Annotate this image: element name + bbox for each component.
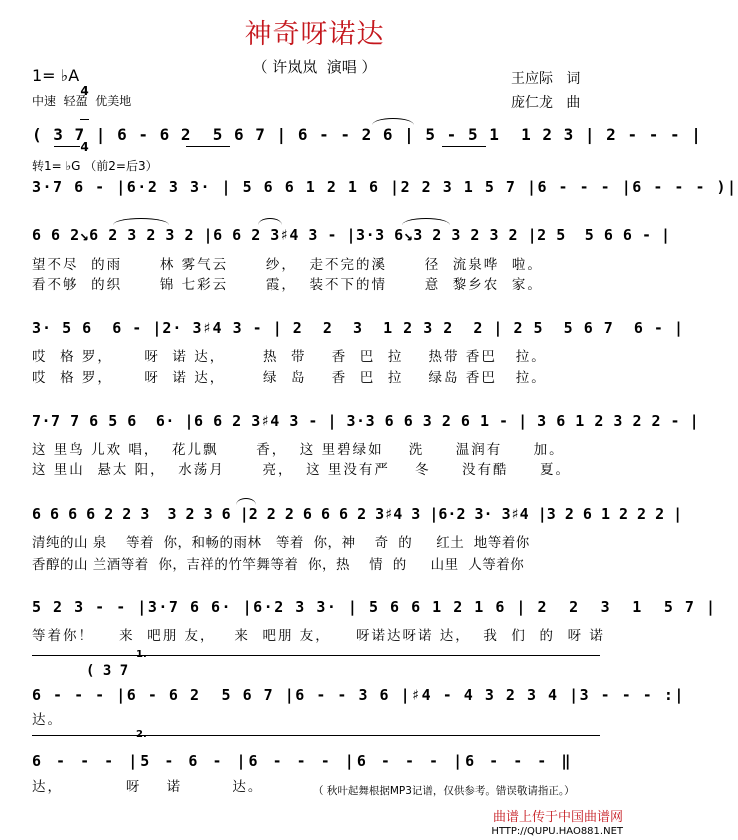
second-ending-bracket	[32, 735, 600, 737]
lyrics-row-4-verse-2: 这 里山 悬太 阳， 水荡月 亮， 这 里没有严 冬 没有酷 夏。	[32, 462, 571, 478]
lyrics-row-3-verse-1: 哎 格 罗， 呀 诺 达， 热 带 香 巴 拉 热带 香巴 拉。	[32, 349, 547, 365]
score-row-6: 5 2 3 - - |3·7 6 6· |6·2 3 3· | 5 6 6 1 2 1 6 | 2 2 3 1 5 7 |	[32, 598, 717, 616]
lyrics-row-5-verse-2: 香醇的山 兰酒等着 你，吉祥的竹竿舞等着 你，热 情 的 山里 人等着你	[32, 557, 525, 573]
first-ending-number: 1.	[136, 649, 147, 660]
site-url[interactable]: HTTP://QUPU.HAO881.NET	[491, 826, 623, 837]
slur-mark	[402, 218, 450, 225]
slur-mark	[258, 218, 282, 225]
beam-line	[186, 146, 230, 147]
intro-notes: ( 3 7 | 6 - 6 2 5 6 7 | 6 - - 2 6 | 5 - 5 1 1 2 3 | 2 - - - |	[32, 125, 702, 144]
score-row-1: 3·7 6 - |6·2 3 3· | 5 6 6 1 2 1 6 |2 2 3 1 5 7 |6 - - - |6 - - - )|	[32, 178, 738, 196]
lyrics-row-2-verse-1: 望不尽 的雨 林 雾气云 纱， 走不完的溪 径 流泉哗 啦。	[32, 257, 543, 273]
second-ending-number: 2.	[136, 729, 147, 740]
second-ending-lyric: 达， 呀 诺 达。	[32, 779, 264, 795]
lyrics-row-6: 等着你！ 来 吧朋 友， 来 吧朋 友， 呀诺达呀诺 达， 我 们 的 呀 诺	[32, 628, 605, 644]
lyrics-row-5-verse-1: 清纯的山 泉 等着 你，和畅的雨林 等着 你，神 奇 的 红土 地等着你	[32, 535, 530, 551]
slur-mark	[372, 118, 414, 125]
first-ending-notes: 6 - - - |6 - 6 2 5 6 7 |6 - - 3 6 |♯4 - 4 3 2 3 4 |3 - - - :|	[32, 686, 685, 704]
lyricist-credit: 王应际 词	[511, 71, 581, 87]
beam-line	[54, 146, 80, 147]
first-ending-bracket	[32, 655, 600, 657]
modulation-marking: 转1= ♭G （前2=后3）	[32, 159, 158, 173]
lyrics-row-4-verse-1: 这 里鸟 儿欢 唱， 花儿飘 香， 这 里碧绿如 洗 温润有 加。	[32, 442, 565, 458]
key-signature: 1= ♭A	[32, 66, 80, 85]
beam-line	[442, 146, 486, 147]
score-row-4: 7·7 7 6 5 6 6· |6 6 2 3♯4 3 - | 3·3 6 6 3 2 6 1 - | 3 6 1 2 3 2 2 - |	[32, 412, 700, 430]
composer-credit: 庞仁龙 曲	[511, 95, 581, 111]
lyrics-row-2-verse-2: 看不够 的织 锦 七彩云 霞， 装不下的情 意 黎乡农 家。	[32, 277, 543, 293]
song-title: 神奇呀诺达	[244, 19, 385, 50]
time-signature	[80, 64, 89, 164]
slur-mark	[236, 498, 256, 505]
score-row-5: 6 6 6 6 2 2 3 3 2 3 6 |2 2 2 6 6 6 2 3♯4 3 |6·2 3· 3♯4 |3 2 6 1 2 2 2 |	[32, 505, 683, 523]
slur-mark	[113, 218, 169, 225]
upload-credit: 曲谱上传于中国曲谱网	[492, 810, 623, 825]
first-ending-lyric: 达。	[32, 712, 63, 728]
transcription-note: （ 秋叶起舞根据MP3记谱，仅供参考。错误敬请指正。）	[313, 785, 575, 797]
score-row-3: 3· 5 6 6 - |2· 3♯4 3 - | 2 2 3 1 2 3 2 2 | 2 5 5 6 7 6 - |	[32, 319, 684, 337]
performer-line: （ 许岚岚 演唱 ）	[252, 58, 377, 76]
time-signature-bottom: 4	[80, 140, 89, 154]
first-ending-pickup: ( 3 7	[86, 663, 129, 679]
time-signature-rule	[80, 119, 89, 120]
time-signature-top: 4	[80, 84, 89, 98]
tempo-marking: 中速 轻盈 优美地	[32, 94, 132, 108]
lyrics-row-3-verse-2: 哎 格 罗， 呀 诺 达， 绿 岛 香 巴 拉 绿岛 香巴 拉。	[32, 370, 547, 386]
second-ending-notes: 6 - - - |5 - 6 - |6 - - - |6 - - - |6 - - - ‖	[32, 752, 574, 770]
score-row-2: 6 6 2↘6 2 3 2 3 2 |6 6 2 3♯4 3 - |3·3 6↘3 2 3 2 3 2 |2 5 5 6 6 - |	[32, 226, 671, 244]
